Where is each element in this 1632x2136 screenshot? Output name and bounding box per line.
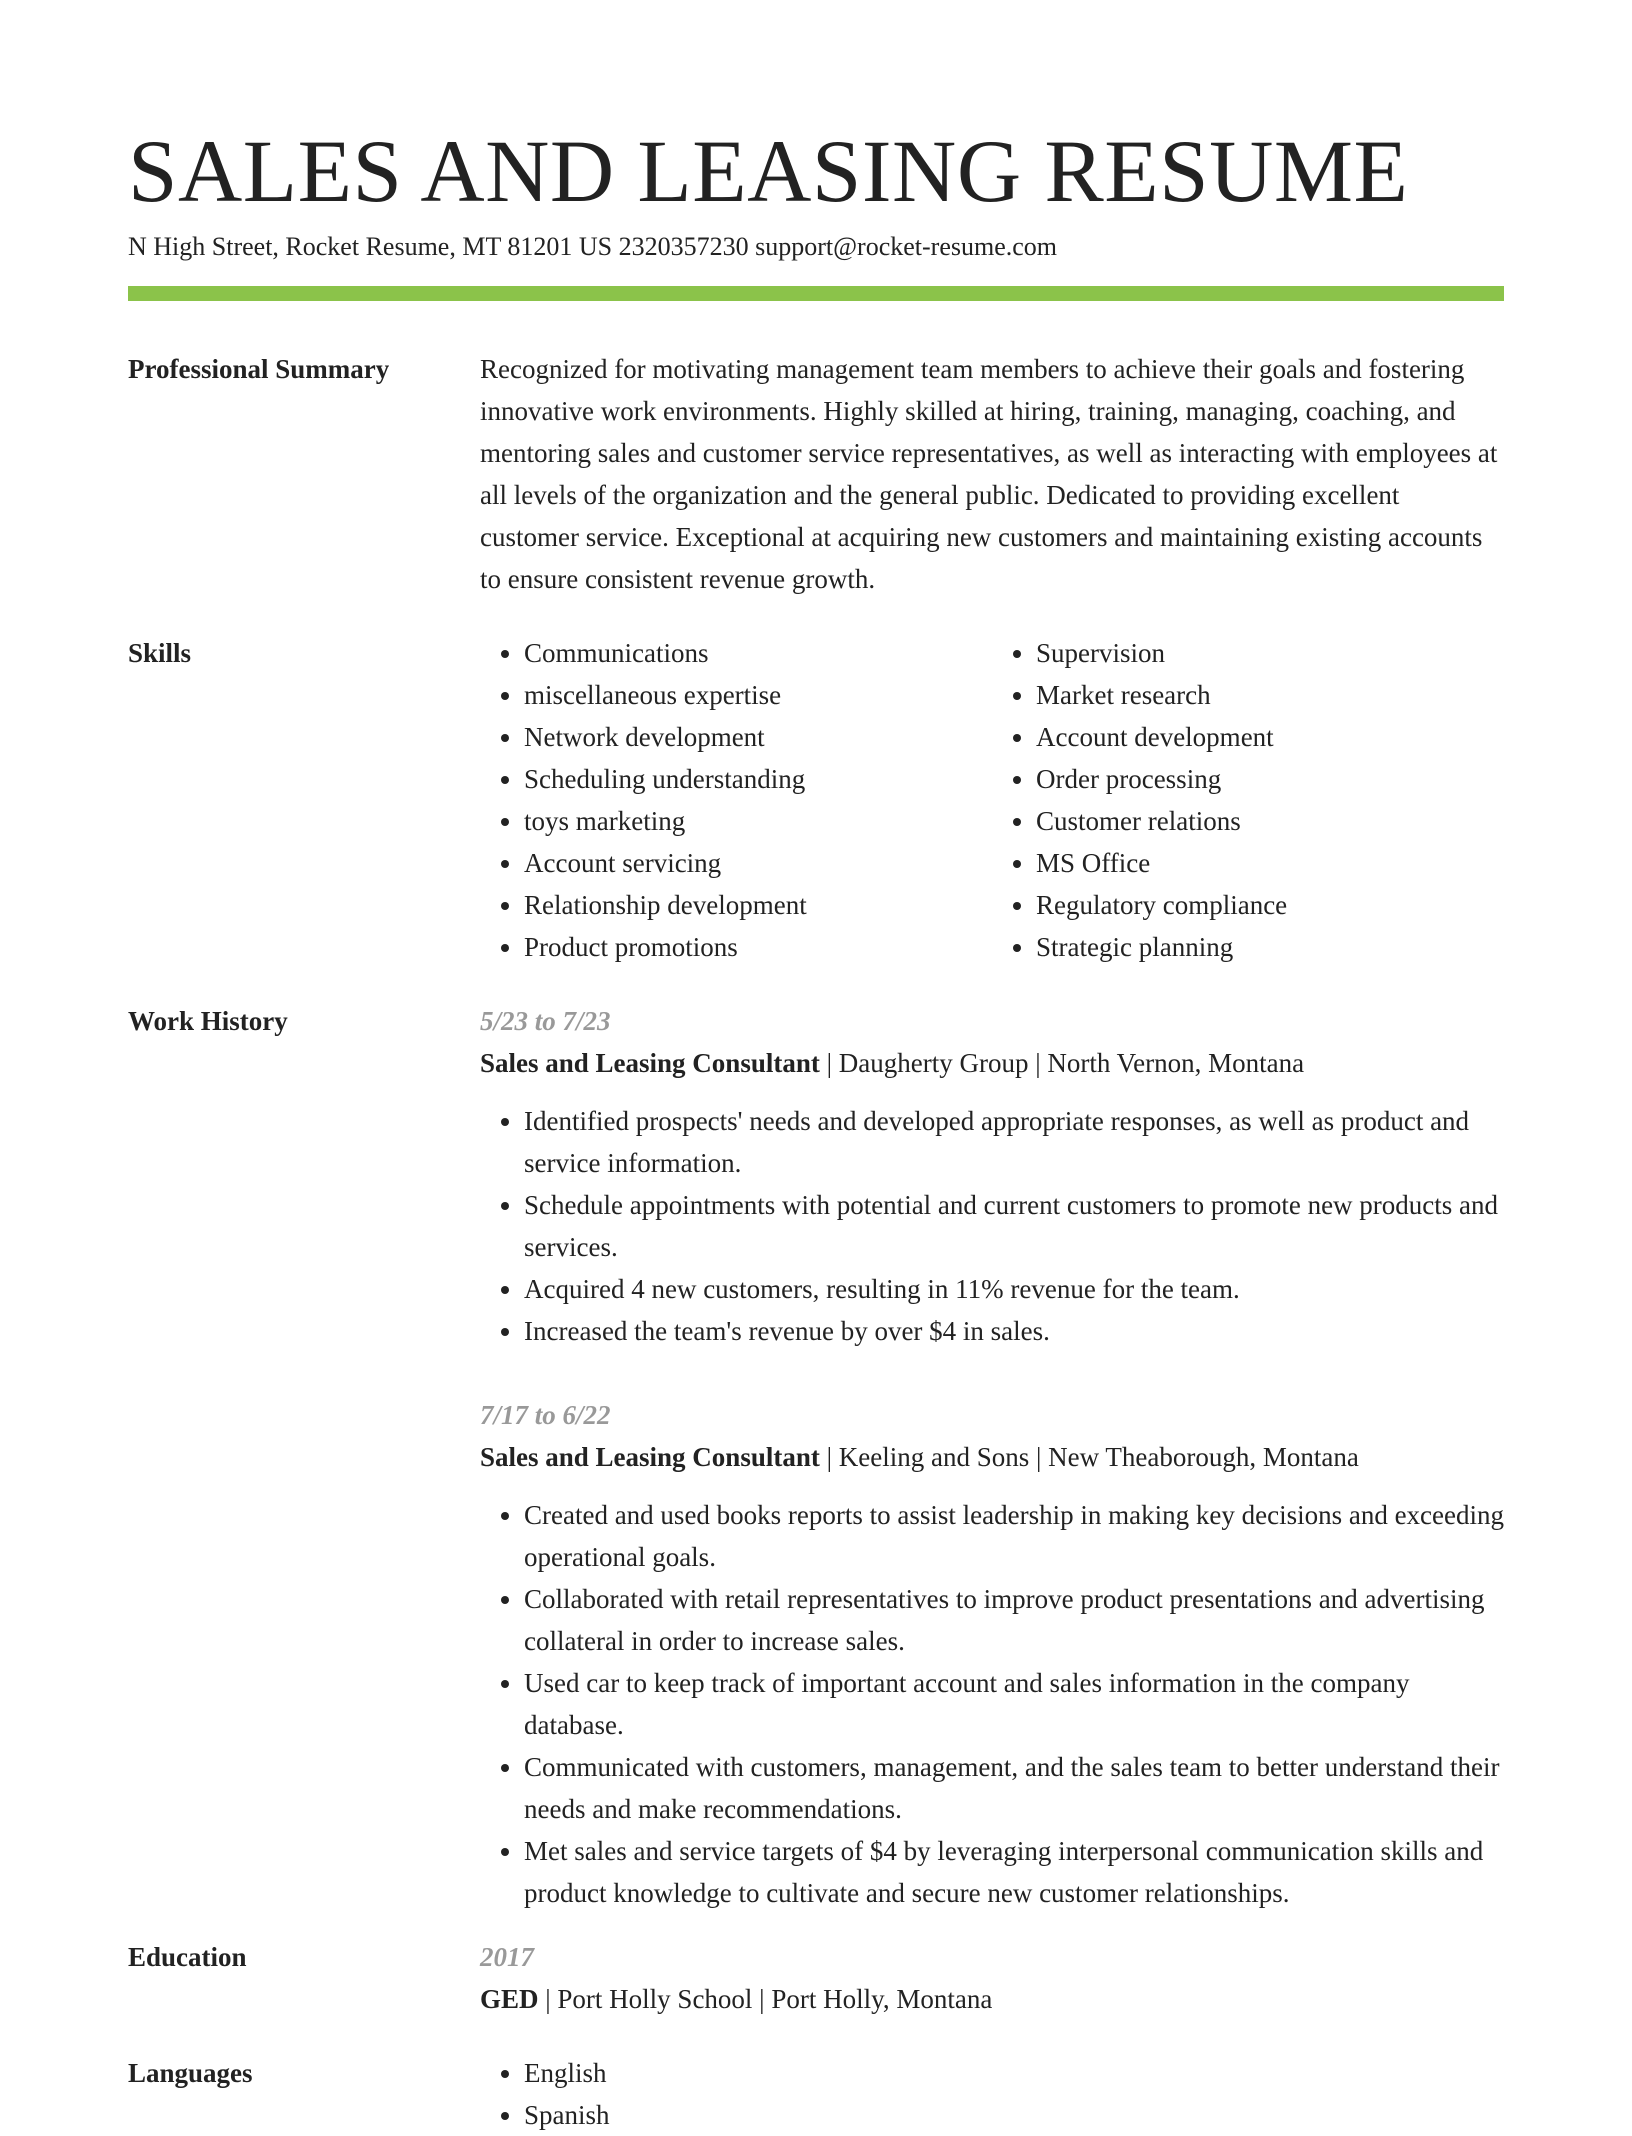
job-details: | Keeling and Sons | New Theaborough, Montana bbox=[819, 1442, 1359, 1472]
language-item: • Spanish bbox=[524, 2094, 1504, 2136]
job-bullet: • Used car to keep track of important account and sales information in the company database. bbox=[524, 1662, 1504, 1746]
education-line bbox=[480, 1978, 1504, 2020]
skill-item: • toys marketing bbox=[524, 800, 992, 842]
job-entry bbox=[480, 1394, 1504, 1914]
skill-item: • Account development bbox=[1036, 716, 1504, 758]
skill-item: • MS Office bbox=[1036, 842, 1504, 884]
education-body bbox=[480, 1936, 1504, 2020]
skill-item: • Scheduling understanding bbox=[524, 758, 992, 800]
accent-divider bbox=[128, 286, 1504, 301]
skill-item: • Relationship development bbox=[524, 884, 992, 926]
skill-item: • Regulatory compliance bbox=[1036, 884, 1504, 926]
contact-line: N High Street, Rocket Resume, MT 81201 US 2320357230 support@rocket-resume.com bbox=[128, 232, 1058, 261]
job-bullet: • Created and used books reports to assist leadership in making key decisions and exceeding operational goals. bbox=[524, 1494, 1504, 1578]
skills-heading: Skills bbox=[128, 638, 192, 668]
skill-item: • Order processing bbox=[1036, 758, 1504, 800]
work-history-body bbox=[480, 1000, 1504, 1914]
language-item: • English bbox=[524, 2052, 1504, 2094]
skill-item: • Supervision bbox=[1036, 632, 1504, 674]
skill-item: • Product promotions bbox=[524, 926, 992, 968]
resume-title: SALES AND LEASING RESUME bbox=[128, 123, 1409, 221]
job-date: 5/23 to 7/23 bbox=[480, 1006, 611, 1036]
job-title: Sales and Leasing Consultant bbox=[480, 1048, 820, 1078]
job-entry bbox=[480, 1000, 1504, 1352]
job-bullet: • Identified prospects' needs and developed appropriate responses, as well as product and service information. bbox=[524, 1100, 1504, 1184]
job-bullet-list bbox=[480, 1494, 1504, 1914]
job-heading-line bbox=[480, 1042, 1504, 1084]
job-bullet: • Increased the team's revenue by over $4 in sales. bbox=[524, 1310, 1504, 1352]
skill-item: • Market research bbox=[1036, 674, 1504, 716]
languages-list bbox=[480, 2052, 1504, 2136]
summary-heading: Professional Summary bbox=[128, 354, 390, 384]
skill-item: • Network development bbox=[524, 716, 992, 758]
education-details: | Port Holly School | Port Holly, Montana bbox=[538, 1984, 993, 2014]
skill-item: • Communications bbox=[524, 632, 992, 674]
resume-header bbox=[128, 122, 1504, 264]
education-heading: Education bbox=[128, 1942, 247, 1972]
job-bullet: • Communicated with customers, management, and the sales team to better understand their needs and make recommendations. bbox=[524, 1746, 1504, 1830]
job-bullet-list bbox=[480, 1100, 1504, 1352]
skills-body bbox=[480, 632, 1504, 968]
summary-text: Recognized for motivating management team members to achieve their goals and fostering innovative work environments. Highly skilled at hiring, training, managing, coaching, and mentoring sales and customer service representatives, as well as interacting with employees at all levels of the organization and the general public. Dedicated to providing excellent customer service. Exceptional at acquiring new customers and maintaining existing accounts to ensure consistent revenue growth. bbox=[480, 354, 1498, 594]
job-details: | Daugherty Group | North Vernon, Montana bbox=[819, 1048, 1305, 1078]
job-bullet: • Acquired 4 new customers, resulting in 11% revenue for the team. bbox=[524, 1268, 1504, 1310]
education-date: 2017 bbox=[480, 1942, 534, 1972]
job-date: 7/17 to 6/22 bbox=[480, 1400, 611, 1430]
job-heading-line bbox=[480, 1436, 1504, 1478]
skills-list-right bbox=[992, 632, 1504, 968]
job-bullet: • Collaborated with retail representatives to improve product presentations and advertising collateral in order to increase sales. bbox=[524, 1578, 1504, 1662]
job-bullet: • Met sales and service targets of $4 by leveraging interpersonal communication skills and product knowledge to cultivate and secure new customer relationships. bbox=[524, 1830, 1504, 1914]
languages-body bbox=[480, 2052, 1504, 2136]
job-bullet: • Schedule appointments with potential and current customers to promote new products and services. bbox=[524, 1184, 1504, 1268]
work-history-heading: Work History bbox=[128, 1006, 288, 1036]
job-title: Sales and Leasing Consultant bbox=[480, 1442, 820, 1472]
skill-item: • Account servicing bbox=[524, 842, 992, 884]
skill-item: • miscellaneous expertise bbox=[524, 674, 992, 716]
skills-list-left bbox=[480, 632, 992, 968]
education-degree: GED bbox=[480, 1984, 539, 2014]
skill-item: • Customer relations bbox=[1036, 800, 1504, 842]
summary-body bbox=[480, 348, 1504, 600]
languages-heading: Languages bbox=[128, 2058, 253, 2088]
skill-item: • Strategic planning bbox=[1036, 926, 1504, 968]
